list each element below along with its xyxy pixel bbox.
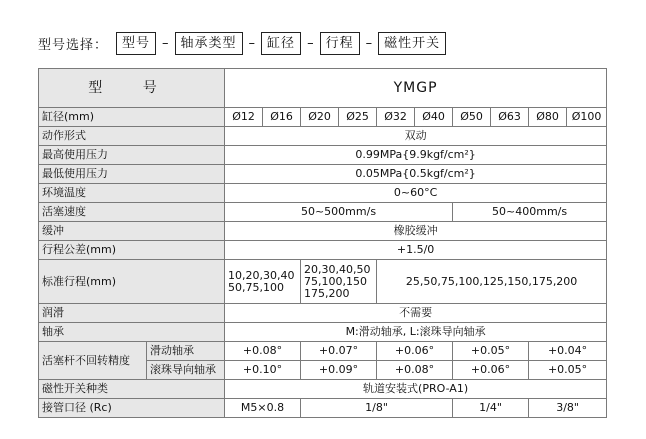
- min-pressure-label: 最低使用压力: [39, 165, 225, 184]
- speed-label: 活塞速度: [39, 203, 225, 222]
- stroke-line: 50,75,100: [228, 280, 284, 294]
- standard-stroke-cell: 25,50,75,100,125,150,175,200: [377, 260, 607, 304]
- port-size-value: 3/8": [529, 399, 607, 418]
- switch-type-label: 磁性开关种类: [39, 380, 225, 399]
- bore-cell: Ø40: [415, 108, 453, 127]
- stroke-line: 20,30,40,50: [304, 262, 371, 276]
- precision-value: +0.10°: [225, 361, 301, 380]
- slide-bearing-label: 滑动轴承: [147, 342, 225, 361]
- port-size-value: M5×0.8: [225, 399, 301, 418]
- model-label: 型 号: [39, 69, 225, 108]
- table-row: [39, 323, 607, 342]
- bore-cell: Ø50: [453, 108, 491, 127]
- stroke-line: 10,20,30,40: [228, 268, 295, 282]
- table-row: [39, 184, 607, 203]
- bore-cell: Ø63: [491, 108, 529, 127]
- speed-value: 50~400mm/s: [453, 203, 607, 222]
- min-pressure-value: 0.05MPa{0.5kgf/cm²}: [225, 165, 607, 184]
- table-row: [39, 69, 607, 108]
- switch-type-value: 轨道安装式(PRO-A1): [225, 380, 607, 399]
- cushion-label: 缓冲: [39, 222, 225, 241]
- table-row: [39, 260, 607, 304]
- table-row: [39, 399, 607, 418]
- table-row: [39, 165, 607, 184]
- selection-separator: –: [307, 35, 314, 51]
- lubrication-value: 不需要: [225, 304, 607, 323]
- temperature-label: 环境温度: [39, 184, 225, 203]
- selection-bore-box: 缸径: [261, 32, 301, 55]
- non-rotation-precision-label: 活塞杆不回转精度: [39, 342, 147, 380]
- precision-value: +0.05°: [529, 361, 607, 380]
- bore-cell: Ø20: [301, 108, 339, 127]
- stroke-line: 75,100,150: [304, 274, 367, 288]
- table-row: [39, 241, 607, 260]
- port-size-value: 1/8": [301, 399, 453, 418]
- table-row: [39, 342, 607, 361]
- port-size-label: 接管口径 (Rc): [39, 399, 225, 418]
- model-selection-line: [38, 30, 446, 56]
- bore-cell: Ø25: [339, 108, 377, 127]
- lubrication-label: 润滑: [39, 304, 225, 323]
- max-pressure-label: 最高使用压力: [39, 146, 225, 165]
- bearing-value: M:滑动轴承, L:滚珠导向轴承: [225, 323, 607, 342]
- standard-stroke-label: 标准行程(mm): [39, 260, 225, 304]
- selection-bearing-box: 轴承类型: [175, 32, 243, 55]
- ball-bearing-label: 滚珠导向轴承: [147, 361, 225, 380]
- spec-table: [38, 68, 607, 418]
- precision-value: +0.04°: [529, 342, 607, 361]
- selection-label: 型号选择：: [38, 37, 109, 53]
- stroke-line: 175,200: [304, 286, 350, 300]
- table-row: [39, 146, 607, 165]
- standard-stroke-cell: [225, 260, 301, 304]
- action-value: 双动: [225, 127, 607, 146]
- bore-label: 缸径(mm): [39, 108, 225, 127]
- table-row: [39, 108, 607, 127]
- port-size-value: 1/4": [453, 399, 529, 418]
- selection-stroke-box: 行程: [320, 32, 360, 55]
- max-pressure-value: 0.99MPa{9.9kgf/cm²}: [225, 146, 607, 165]
- selection-separator: –: [365, 35, 373, 51]
- precision-value: +0.05°: [453, 342, 529, 361]
- cushion-value: 橡胶缓冲: [225, 222, 607, 241]
- selection-separator: –: [248, 35, 256, 51]
- table-row: [39, 222, 607, 241]
- standard-stroke-cell: [301, 260, 377, 304]
- selection-switch-box: 磁性开关: [378, 32, 446, 55]
- precision-value: +0.07°: [301, 342, 377, 361]
- action-label: 动作形式: [39, 127, 225, 146]
- stroke-tolerance-value: +1.5/0: [225, 241, 607, 260]
- precision-value: +0.09°: [301, 361, 377, 380]
- table-row: [39, 380, 607, 399]
- table-row: [39, 203, 607, 222]
- stroke-tolerance-label: 行程公差(mm): [39, 241, 225, 260]
- table-row: [39, 304, 607, 323]
- precision-value: +0.08°: [225, 342, 301, 361]
- precision-value: +0.06°: [453, 361, 529, 380]
- bore-cell: Ø100: [567, 108, 607, 127]
- selection-model-box: 型号: [116, 32, 156, 55]
- precision-value: +0.08°: [377, 361, 453, 380]
- bore-cell: Ø12: [225, 108, 263, 127]
- bore-cell: Ø80: [529, 108, 567, 127]
- bore-cell: Ø16: [263, 108, 301, 127]
- selection-separator: –: [162, 35, 169, 51]
- temperature-value: 0~60°C: [225, 184, 607, 203]
- precision-value: +0.06°: [377, 342, 453, 361]
- model-value: YMGP: [225, 69, 607, 108]
- table-row: [39, 127, 607, 146]
- speed-value: 50~500mm/s: [225, 203, 453, 222]
- bearing-label: 轴承: [39, 323, 225, 342]
- bore-cell: Ø32: [377, 108, 415, 127]
